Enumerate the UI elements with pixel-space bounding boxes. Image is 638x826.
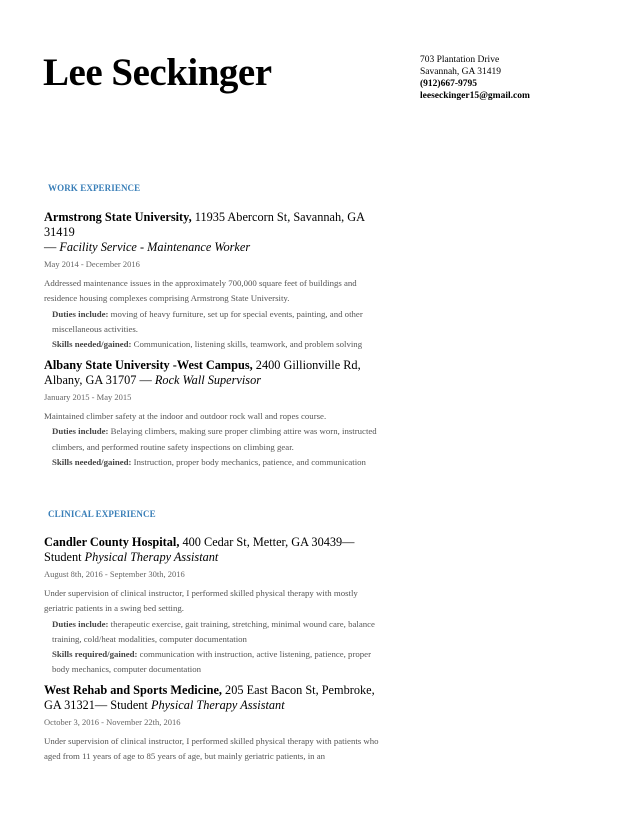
entry-address: 400 Cedar St, Metter, GA 30439 [179, 535, 343, 549]
entry-skills [44, 455, 384, 470]
entry-role: Physical Therapy Assistant [150, 698, 285, 712]
clinical-entry [44, 535, 384, 678]
entry-role: Rock Wall Supervisor [154, 373, 262, 387]
work-experience-heading: WORK EXPERIENCE [48, 183, 141, 193]
entry-organization: Armstrong State University, [44, 210, 192, 224]
entry-separator: — [44, 240, 60, 254]
resume-name: Lee Seckinger [43, 51, 272, 94]
skills-label: Skills required/gained: [52, 649, 138, 660]
entry-separator: — [136, 373, 155, 387]
work-entry [44, 210, 384, 352]
entry-title [44, 683, 384, 713]
entry-role: Facility Service - Maintenance Worker [59, 240, 251, 254]
entry-address: 205 East Bacon St, Pembroke, GA 31321 [44, 683, 375, 712]
entry-summary: Addressed maintenance issues in the approximately 700,000 square feet of buildings and residence housing complexes comprising Armstrong State University. [44, 278, 357, 304]
clinical-experience-heading: CLINICAL EXPERIENCE [48, 509, 156, 519]
entry-dates: May 2014 - December 2016 [44, 259, 140, 269]
entry-organization: Albany State University -West Campus, [44, 358, 253, 372]
work-entry [44, 358, 384, 470]
entry-title [44, 210, 384, 255]
entry-description [44, 276, 384, 352]
duties-text: therapeutic exercise, gait training, stretching, minimal wound care, balance training, cold/heat modalities, computer documentation [52, 618, 375, 644]
entry-dates: January 2015 - May 2015 [44, 392, 132, 402]
entry-organization: Candler County Hospital, [44, 535, 180, 549]
address-line-2: Savannah, GA 31419 [420, 67, 502, 77]
entry-duties [44, 617, 384, 648]
entry-duties [44, 424, 384, 455]
entry-title [44, 358, 384, 388]
entry-summary: Maintained climber safety at the indoor and outdoor rock wall and ropes course. [44, 411, 327, 421]
skills-label: Skills needed/gained: [52, 339, 132, 350]
entry-description [44, 586, 384, 678]
duties-text: Belaying climbers, making sure proper climbing attire was worn, instructed climbers, and performed routine safety inspections on climbing gear. [52, 426, 377, 452]
duties-text: moving of heavy furniture, set up for special events, painting, and other miscellaneous activities. [52, 308, 363, 334]
contact-block [420, 54, 530, 102]
entry-separator: — Student [94, 698, 151, 712]
clinical-entry [44, 683, 384, 765]
entry-title [44, 535, 384, 565]
entry-skills [44, 647, 384, 678]
address-line-1: 703 Plantation Drive [420, 55, 500, 65]
entry-summary: Under supervision of clinical instructor, I performed skilled physical therapy with mostly geriatric patients in a swing bed setting. [44, 588, 358, 614]
skills-text: Communication, listening skills, teamwork, and problem solving [131, 339, 363, 350]
entry-organization: West Rehab and Sports Medicine, [44, 683, 222, 697]
entry-description [44, 409, 384, 470]
duties-label: Duties include: [52, 618, 109, 629]
entry-duties [44, 307, 384, 338]
entry-summary: Under supervision of clinical instructor, I performed skilled physical therapy with patients who aged from 11 years of age to 85 years of age, but mainly geriatric patients, in an [44, 736, 379, 762]
phone-number: (912)667-9795 [420, 79, 477, 89]
skills-label: Skills needed/gained: [52, 456, 132, 467]
entry-dates: October 3, 2016 - November 22th, 2016 [44, 717, 181, 727]
duties-label: Duties include: [52, 308, 109, 319]
entry-role: Physical Therapy Assistant [84, 550, 219, 564]
entry-separator: — Student [44, 535, 355, 564]
duties-label: Duties include: [52, 426, 109, 437]
entry-dates: August 8th, 2016 - September 30th, 2016 [44, 569, 185, 579]
entry-address: 2400 Gillionville Rd, Albany, GA 31707 [44, 358, 361, 387]
entry-skills [44, 337, 384, 352]
entry-description [44, 734, 384, 765]
email-address: leeseckinger15@gmail.com [420, 91, 530, 101]
skills-text: communication with instruction, active listening, patience, proper body mechanics, computer documentation [52, 649, 372, 675]
skills-text: Instruction, proper body mechanics, patience, and communication [131, 456, 366, 467]
entry-address: 11935 Abercorn St, Savannah, GA 31419 [44, 210, 365, 239]
